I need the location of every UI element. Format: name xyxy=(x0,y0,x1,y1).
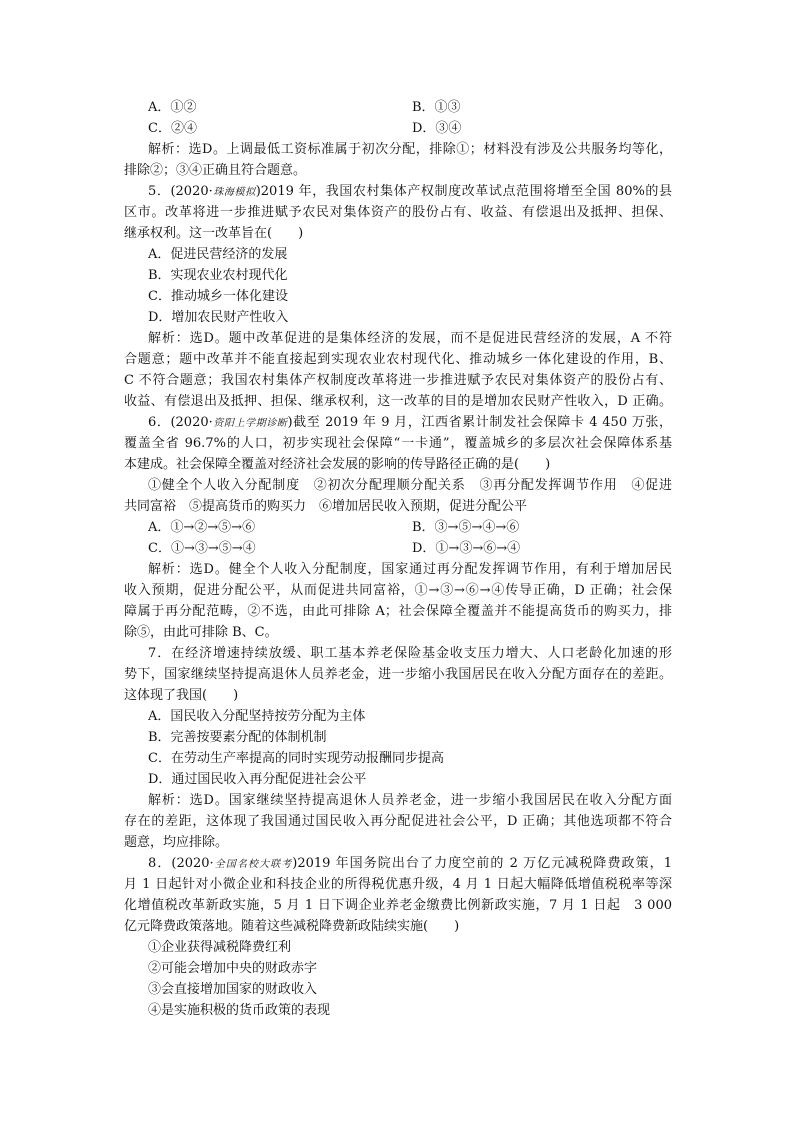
q7-option-d: D．通过国民收入再分配促进社会公平 xyxy=(148,772,367,787)
q8-stem-line xyxy=(148,853,672,874)
q5-analysis-line: C 不符合题意；我国农村集体产权制度改革将进一步推进赋予农民对集体资产的股份占有、 xyxy=(124,373,672,388)
q7-option-b: B．完善按要素分配的体制机制 xyxy=(148,730,327,745)
q4-analysis-line: 解析：选D。上调最低工资标准属于初次分配，排除①；材料没有涉及公共服务均等化， xyxy=(148,142,672,157)
q6-stem-line: 本建成。社会保障全覆盖对经济社会发展的影响的传导路径正确的是( ) xyxy=(124,457,551,472)
q7-option-c: C．在劳动生产率提高的同时实现劳动报酬同步提高 xyxy=(148,751,444,766)
q6-analysis-line: 收入预期，促进分配公平，从而促进共同富裕，①→③→⑥→④传导正确，D 正确；社会保 xyxy=(124,583,672,598)
q5-source: 珠海模拟 xyxy=(212,187,256,198)
q5-stem-line: 继承权利。这一改革旨在( ) xyxy=(124,226,304,241)
q8-stem-text: )2019 年国务院出台了力度空前的 2 万亿元减税降费政策，1 xyxy=(292,856,672,871)
q7-analysis-line: 存在的差距，这体现了我国通过国民收入再分配促进社会公平，D 正确；其他选项都不符合 xyxy=(124,814,672,829)
q4-option-c: C．②④ xyxy=(148,121,197,136)
q6-option-b: B．③→⑤→④→⑥ xyxy=(412,520,520,535)
q6-analysis-line: 障属于再分配范畴，②不选，由此可排除 A；社会保障全覆盖并不能提高货币的购买力，排 xyxy=(124,604,672,619)
q8-stem-line: 月 1 日起针对小微企业和科技企业的所得税优惠升级，4 月 1 日起大幅降低增值税税率等深 xyxy=(124,877,672,892)
q5-option-d: D．增加农民财产性收入 xyxy=(148,310,289,325)
q6-stem-text: )截至 2019 年 9 月，江西省累计制发社会保障卡 4 450 万张， xyxy=(287,415,672,430)
q4-option-d: D．③④ xyxy=(412,121,462,136)
q5-analysis-line: 收益、有偿退出及抵押、担保、继承权利，这一改革的目的是增加农民财产性收入，D 正确。 xyxy=(124,394,672,409)
q8-stem-line: 亿元降费政策落地。随着这些减税降费新政陆续实施( ) xyxy=(124,919,460,934)
q5-analysis-line: 合题意；题中改革并不能直接起到实现农业农村现代化、推动城乡一体化建设的作用，B、 xyxy=(124,352,672,367)
q7-stem-line: 这体现了我国( ) xyxy=(124,688,239,703)
q5-option-b: B．实现农业农村现代化 xyxy=(148,268,288,283)
q4-option-row-2 xyxy=(148,118,672,139)
q8-item: ④是实施积极的货币政策的表现 xyxy=(148,1003,331,1018)
q4-option-row-1 xyxy=(148,97,672,118)
q8-source: 全国名校大联考 xyxy=(213,859,293,870)
q6-analysis-line: 除⑤，由此可排除 B、C。 xyxy=(124,625,278,640)
q4-option-b: B．①③ xyxy=(412,100,461,115)
q6-source: 资阳上学期诊断 xyxy=(212,418,288,429)
q8-number: 8．(2020· xyxy=(148,856,214,871)
q6-option-row-1 xyxy=(148,517,672,538)
q5-stem-line: 区市。改革将进一步推进赋予农民对集体资产的股份占有、收益、有偿退出及抵押、担保、 xyxy=(124,205,672,220)
q6-stem-line: 覆盖全省 96.7%的人口，初步实现社会保障“一卡通”，覆盖城乡的多层次社会保障体系基 xyxy=(124,436,672,451)
q4-analysis-line: 排除②；③④正确且符合题意。 xyxy=(124,163,307,178)
q6-stem-line xyxy=(148,412,672,433)
q5-number: 5．(2020· xyxy=(148,184,213,199)
q8-item: ③会直接增加国家的财政收入 xyxy=(148,982,318,997)
q8-item: ①企业获得减税降费红利 xyxy=(148,940,292,955)
q8-stem-line: 化增值税改革新政实施，5 月 1 日下调企业养老金缴费比例新政实施，7 月 1 日起 3 000 xyxy=(124,898,672,913)
q7-analysis-line: 题意，均应排除。 xyxy=(124,835,229,850)
q6-number: 6．(2020· xyxy=(148,415,213,430)
q8-item: ②可能会增加中央的财政赤字 xyxy=(148,961,318,976)
q6-analysis-line: 解析：选D。健全个人收入分配制度，国家通过再分配发挥调节作用，有利于增加居民 xyxy=(148,562,672,577)
q6-option-row-2 xyxy=(148,538,672,559)
q6-item-line: 共同富裕 ⑤提高货币的购买力 ⑥增加居民收入预期，促进分配公平 xyxy=(124,499,528,514)
q5-option-c: C．推动城乡一体化建设 xyxy=(148,289,288,304)
q4-option-a: A．①② xyxy=(148,100,197,115)
q5-stem-text: )2019 年，我国农村集体产权制度改革试点范围将增至全国 80%的县 xyxy=(255,184,672,199)
q7-stem-line: 7．在经济增速持续放缓、职工基本养老保险基金收支压力增大、人口老龄化加速的形 xyxy=(148,646,672,661)
q6-option-a: A．①→②→⑤→⑥ xyxy=(148,520,256,535)
q6-option-c: C．①→③→⑤→④ xyxy=(148,541,256,556)
q7-stem-line: 势下，国家继续坚持提高退休人员养老金，进一步缩小我国居民在收入分配方面存在的差距。 xyxy=(124,667,672,682)
q6-item-line: ①健全个人收入分配制度 ②初次分配理顺分配关系 ③再分配发挥调节作用 ④促进 xyxy=(148,478,672,493)
q5-option-a: A．促进民营经济的发展 xyxy=(148,247,288,262)
q5-analysis-line: 解析：选D。题中改革促进的是集体经济的发展，而不是促进民营经济的发展，A 不符 xyxy=(148,331,672,346)
q7-option-a: A．国民收入分配坚持按劳分配为主体 xyxy=(148,709,366,724)
q6-option-d: D．①→③→⑥→④ xyxy=(412,541,521,556)
q5-stem-line xyxy=(148,181,672,202)
q7-analysis-line: 解析：选D。国家继续坚持提高退休人员养老金，进一步缩小我国居民在收入分配方面 xyxy=(148,793,672,808)
